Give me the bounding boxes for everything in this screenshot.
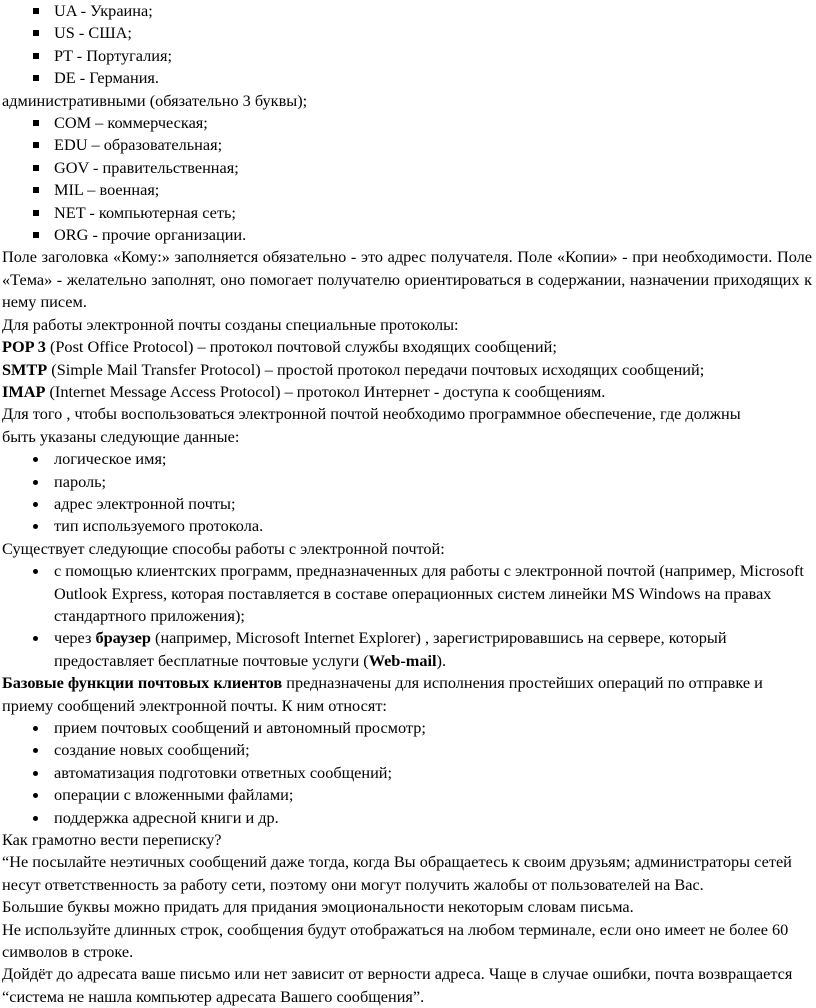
list-item: создание новых сообщений; <box>2 739 812 761</box>
list-item: прием почтовых сообщений и автономный просмотр; <box>2 717 812 739</box>
protocol-smtp <box>2 359 812 381</box>
protocol-name: SMTP <box>2 359 48 379</box>
methods-intro: Существует следующие способы работы с электронной почтой: <box>2 538 445 558</box>
list-item: поддержка адресной книги и др. <box>2 807 812 829</box>
list-item: GOV - правительственная; <box>2 157 812 179</box>
protocol-desc: (Internet Message Access Protocol) – протокол Интернет - доступа к сообщениям. <box>45 381 606 401</box>
list-item: PT - Португалия; <box>2 45 812 67</box>
etiquette-rule-4: Дойдёт до адресата ваше письмо или нет зависит от верности адреса. Чаще в случае ошибки, почта возвращается “система не нашла компьютер адресата Вашего сообщения”. <box>2 964 793 1006</box>
webmail-term: Web-mail <box>368 650 437 670</box>
list-item: NET - компьютерная сеть; <box>2 202 812 224</box>
list-item: DE - Германия. <box>2 67 812 89</box>
etiquette-rule-3: Не используйте длинных строк, сообщения будут отображаться на любом терминале, если оно имеет не более 60 символов в строке. <box>2 919 789 962</box>
client-functions-term: Базовые функции почтовых клиентов <box>2 673 283 693</box>
protocol-name: POP 3 <box>2 337 46 357</box>
methods-list <box>2 560 812 672</box>
list-item: тип используемого протокола. <box>2 515 812 537</box>
list-item: автоматизация подготовки ответных сообщений; <box>2 762 812 784</box>
software-list <box>2 448 812 538</box>
list-item: US - США; <box>2 22 812 44</box>
functions-list <box>2 717 812 829</box>
etiquette-rule-2: Большие буквы можно придать для придания эмоциональности некоторым словам письма. <box>2 897 634 917</box>
protocol-desc: (Simple Mail Transfer Protocol) – простой протокол передачи почтовых исходящих сообщений; <box>47 359 705 379</box>
etiquette-question: Как грамотно вести переписку? <box>2 830 222 850</box>
list-item: ORG - прочие организации. <box>2 224 812 246</box>
list-item: EDU – образовательная; <box>2 134 812 156</box>
software-intro: Для того , чтобы воспользоваться электронной почтой необходимо программное обеспечение, где должны быть указаны следующие данные: <box>2 404 741 446</box>
list-item: MIL – военная; <box>2 179 812 201</box>
protocol-desc: (Post Office Protocol) – протокол почтовой службы входящих сообщений; <box>45 337 557 357</box>
etiquette-rule-1: “Не посылайте неэтичных сообщений даже тогда, когда Вы обращаетесь к своим друзьям; администраторы сетей несут ответственность за работу сети, поэтому они могут получить жалобы от пользователей на Вас. <box>2 852 792 894</box>
protocol-pop3 <box>2 336 812 358</box>
method-client-programs: с помощью клиентских программ, предназначенных для работы с электронной почтой (например, Microsoft Outlook Express, которая поставляется в составе операционных систем линейки MS Windows на правах стандартного приложения); <box>2 560 812 627</box>
browser-term: браузер <box>95 628 151 648</box>
list-item: пароль; <box>2 471 812 493</box>
list-item: адрес электронной почты; <box>2 493 812 515</box>
header-fields-paragraph: Поле заголовка «Кому:» заполняется обязательно - это адрес получателя. Поле «Копии» - при необходимости. Поле «Тема» - желательно заполнят, оно помогает получателю ориентироваться в содержании, назначении приходящих к нему писем. <box>2 247 812 312</box>
protocol-imap <box>2 381 812 403</box>
country-codes-list <box>2 0 812 90</box>
list-item: UA - Украина; <box>2 0 812 22</box>
protocol-name: IMAP <box>2 381 46 401</box>
list-item: операции с вложенными файлами; <box>2 784 812 806</box>
list-item: COM – коммерческая; <box>2 112 812 134</box>
protocols-intro: Для работы электронной почты созданы специальные протоколы: <box>2 314 459 334</box>
list-item: логическое имя; <box>2 448 812 470</box>
method-browser: через браузер (например, Microsoft Internet Explorer) , зарегистрировавшись на сервере, который предоставляет бесплатные почтовые услуги (Web-mail). <box>2 627 812 672</box>
client-functions-paragraph: Базовые функции почтовых клиентов предназначены для исполнения простейших операций по отправке и приему сообщений электронной почты. К ним относят: <box>2 673 763 715</box>
admin-intro: административными (обязательно 3 буквы); <box>2 90 308 110</box>
admin-codes-list <box>2 112 812 246</box>
